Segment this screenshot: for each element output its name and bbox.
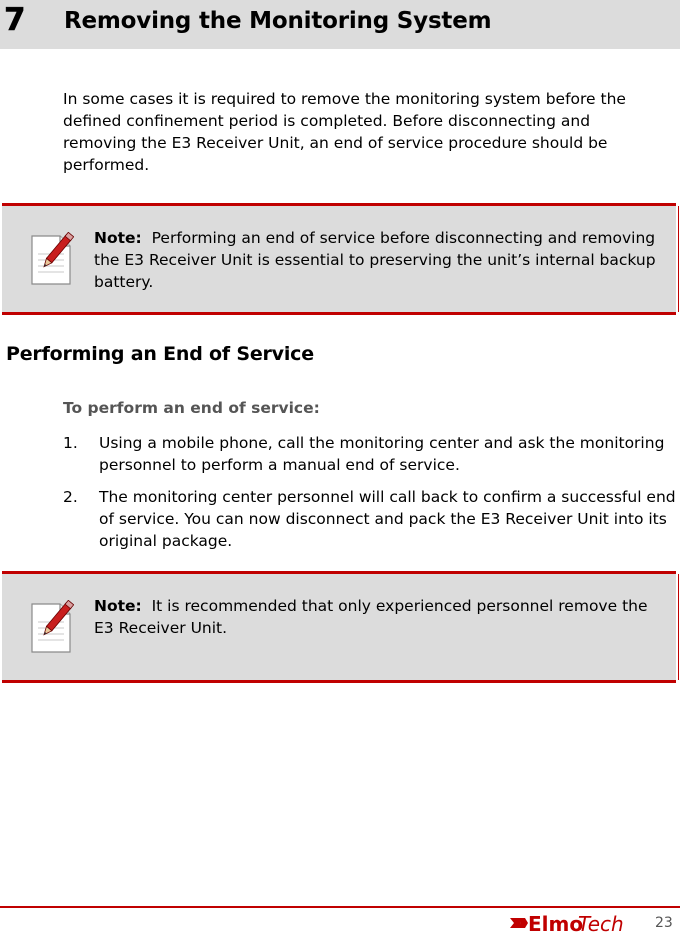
- logo-prefix: Elmo: [528, 912, 584, 936]
- note-text: [94, 227, 669, 293]
- note-label: Note:: [94, 229, 142, 247]
- elmotech-logo: [508, 910, 648, 936]
- note-body: It is recommended that only experienced personnel remove the E3 Receiver Unit.: [94, 597, 648, 637]
- chapter-number: 7: [4, 2, 26, 38]
- step-number: 1.: [63, 434, 78, 452]
- footer-divider: [0, 906, 680, 908]
- step-number: 2.: [63, 488, 78, 506]
- list-item: [63, 432, 677, 476]
- note-label: Note:: [94, 597, 142, 615]
- procedure-steps: [63, 432, 677, 562]
- section-title: Performing an End of Service: [6, 343, 314, 365]
- note-text: [94, 595, 669, 639]
- note-body: Performing an end of service before disconnecting and removing the E3 Receiver Unit is essential to preserving the unit’s internal backup battery.: [94, 229, 656, 291]
- list-item: [63, 486, 677, 552]
- page-number: 23: [655, 915, 673, 931]
- note-pencil-icon: [26, 232, 74, 288]
- step-text: The monitoring center personnel will call back to confirm a successful end of service. You can now disconnect and pack the E3 Receiver Unit into its original package.: [99, 488, 676, 550]
- chapter-title: Removing the Monitoring System: [64, 8, 492, 34]
- note-box-battery: [2, 203, 676, 315]
- logo-suffix: Tech: [578, 912, 624, 936]
- step-text: Using a mobile phone, call the monitoring center and ask the monitoring personnel to perform a manual end of service.: [99, 434, 665, 474]
- chapter-header: [0, 0, 680, 49]
- note-pencil-icon: [26, 600, 74, 656]
- note-box-personnel: [2, 571, 676, 683]
- intro-paragraph: In some cases it is required to remove the monitoring system before the defined confinement period is completed. Before disconnecting and removing the E3 Receiver Unit, an end of service procedure should be performed.: [63, 90, 626, 174]
- procedure-heading: To perform an end of service:: [63, 399, 320, 417]
